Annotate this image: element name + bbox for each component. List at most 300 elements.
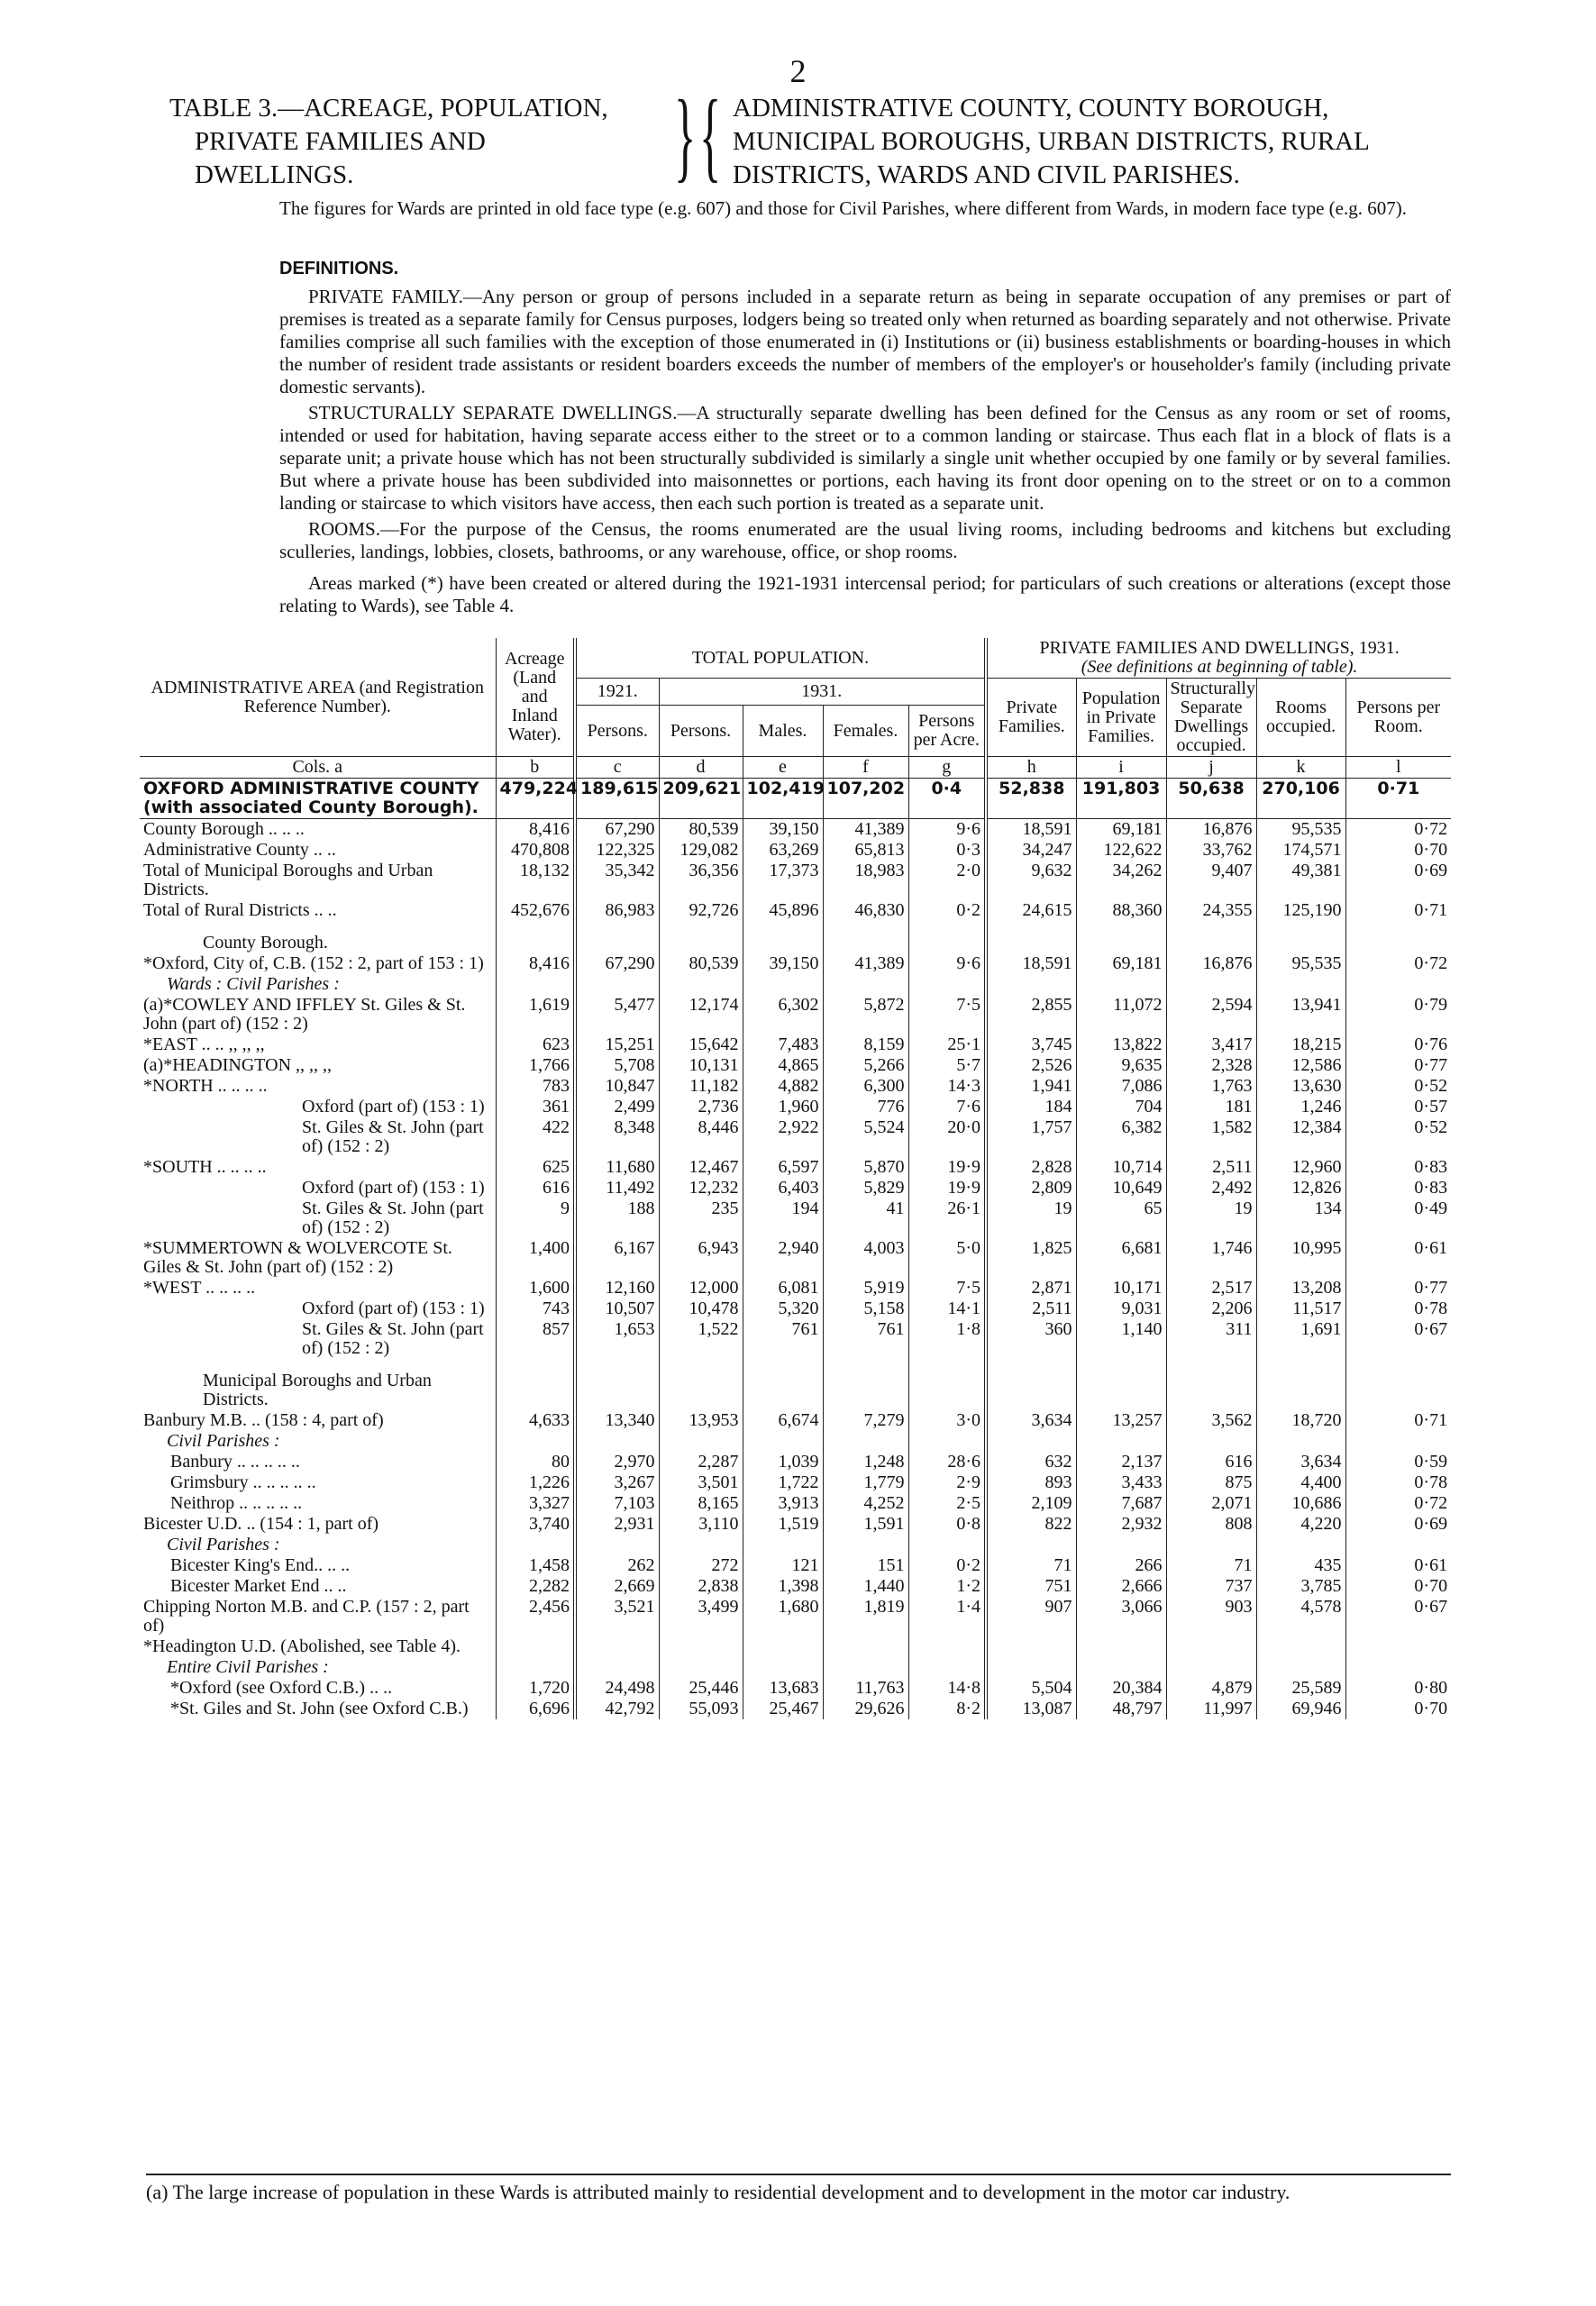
cell-value: 0·4 [908, 779, 986, 819]
table-row [140, 1535, 1451, 1555]
row-label: Banbury M.B. .. (158 : 4, part of) [143, 1410, 384, 1430]
cell-value: 4,865 [743, 1055, 823, 1076]
cell-value: 6,081 [743, 1278, 823, 1299]
cell-value: 71 [1166, 1555, 1256, 1576]
cell-value: 20,384 [1076, 1678, 1166, 1699]
cell-value: 6,696 [496, 1699, 575, 1719]
cell-value: 0·76 [1345, 1035, 1451, 1055]
definition-rooms: ROOMS.—For the purpose of the Census, the rooms enumerated are the usual living rooms, including bedrooms and kitchens but excluding sculleries, landings, lobbies, closets, bathrooms, or any warehouse, office, or shop rooms. [279, 518, 1451, 562]
cell-value: 3,066 [1076, 1597, 1166, 1636]
row-label: *WEST .. .. .. .. [143, 1278, 256, 1298]
col-header-private-families: Private Families. [986, 679, 1076, 757]
cell-value: 3,327 [496, 1493, 575, 1514]
cell-value: 52,838 [986, 779, 1076, 819]
cell-value: 80 [496, 1452, 575, 1472]
cell-value: 623 [496, 1035, 575, 1055]
cell-value: 632 [986, 1452, 1076, 1472]
cell-value [1256, 974, 1345, 995]
cell-value: 262 [575, 1555, 659, 1576]
cell-value: 783 [496, 1076, 575, 1097]
cell-value: 2,492 [1166, 1178, 1256, 1199]
cell-value: 1,763 [1166, 1076, 1256, 1097]
cell-value: 9,407 [1166, 861, 1256, 900]
cell-value [1345, 1657, 1451, 1678]
table-row [140, 1597, 1451, 1636]
cell-value [496, 1535, 575, 1555]
cell-value: 11,680 [575, 1157, 659, 1178]
cell-value: 857 [496, 1319, 575, 1359]
cell-value: 13,953 [659, 1410, 743, 1431]
cell-value: 12,174 [659, 995, 743, 1035]
cell-value: 737 [1166, 1576, 1256, 1597]
cell-value: 270,106 [1256, 779, 1345, 819]
cell-value: 8,446 [659, 1117, 743, 1157]
cell-value: 25·1 [908, 1035, 986, 1055]
cell-value: 5,320 [743, 1299, 823, 1319]
table-row [140, 1472, 1451, 1493]
column-letter: g [908, 757, 986, 779]
table-row [140, 1359, 1451, 1410]
cell-value [823, 1636, 908, 1657]
definition-dwellings: STRUCTURALLY SEPARATE DWELLINGS.—A structurally separate dwelling has been defined for the Census as any room or set of rooms, intended or used for habitation, having separate access either to the street or to a common landing or staircase. Thus each flat in a block of flats is a separate unit; a private house which has not been structurally subdivided is similarly a single unit whether occupied by one family or by several families. But where a private house has been subdivided into maisonnettes or portions, each having its front door opening on to the street or on to a common landing or staircase to which visitors have access, then each such portion is treated as a separate unit. [279, 402, 1451, 514]
table-row [140, 1576, 1451, 1597]
col-header-population-in-private-families: Population in Private Families. [1076, 679, 1166, 757]
cell-value [986, 921, 1076, 953]
cell-value: 0·72 [1345, 953, 1451, 974]
cell-value: 39,150 [743, 953, 823, 974]
cell-value: 69,181 [1076, 819, 1166, 841]
cell-value: 761 [823, 1319, 908, 1359]
cell-value: 16,876 [1166, 953, 1256, 974]
cell-value: 2,932 [1076, 1514, 1166, 1535]
cell-value: 50,638 [1166, 779, 1256, 819]
cell-value [743, 974, 823, 995]
header-right [733, 92, 1454, 192]
cell-value: 2,666 [1076, 1576, 1166, 1597]
cell-value: 28·6 [908, 1452, 986, 1472]
cell-value: 0·83 [1345, 1178, 1451, 1199]
cell-value: 174,571 [1256, 840, 1345, 861]
cell-value [659, 921, 743, 953]
col-header-dwellings: Structurally Separate Dwellings occupied. [1166, 679, 1256, 757]
cell-value [908, 974, 986, 995]
cell-value: 71 [986, 1555, 1076, 1576]
cell-value [1166, 1657, 1256, 1678]
row-label: Chipping Norton M.B. and C.P. (157 : 2, part of) [143, 1597, 470, 1636]
cell-value: 14·8 [908, 1678, 986, 1699]
cell-value: 88,360 [1076, 900, 1166, 921]
row-label: *St. Giles and St. John (see Oxford C.B.) [170, 1699, 469, 1718]
cell-value: 2,736 [659, 1097, 743, 1117]
cell-value: 9·6 [908, 819, 986, 841]
cell-value: 2,206 [1166, 1299, 1256, 1319]
cell-value: 1,722 [743, 1472, 823, 1493]
cell-value [823, 1535, 908, 1555]
header-left-line: DWELLINGS. [195, 160, 354, 189]
cell-value: 69,946 [1256, 1699, 1345, 1719]
cell-value: 191,803 [1076, 779, 1166, 819]
cell-value: 6,300 [823, 1076, 908, 1097]
cell-value: 15,642 [659, 1035, 743, 1055]
cell-value: 2,871 [986, 1278, 1076, 1299]
cell-value: 25,446 [659, 1678, 743, 1699]
cell-value: 1,039 [743, 1452, 823, 1472]
cell-value: 0·67 [1345, 1597, 1451, 1636]
group-header-private-families [986, 638, 1451, 679]
cell-value: 2,328 [1166, 1055, 1256, 1076]
row-label: *EAST .. .. ,, ,, ,, [143, 1035, 265, 1054]
cell-value: 9,632 [986, 861, 1076, 900]
cell-value: 2,137 [1076, 1452, 1166, 1472]
row-label: County Borough. [203, 933, 328, 952]
cell-value [743, 1657, 823, 1678]
cell-value [908, 1359, 986, 1410]
cell-value: 10,847 [575, 1076, 659, 1097]
cell-value [908, 1535, 986, 1555]
cell-value [496, 1636, 575, 1657]
cell-value: 65,813 [823, 840, 908, 861]
cell-value [496, 974, 575, 995]
cell-value: 95,535 [1256, 819, 1345, 841]
table-row [140, 900, 1451, 921]
cell-value: 1·8 [908, 1319, 986, 1359]
row-label: *Oxford (see Oxford C.B.) .. .. [170, 1678, 393, 1698]
cell-value: 311 [1166, 1319, 1256, 1359]
cell-value [986, 974, 1076, 995]
cell-value: 3,740 [496, 1514, 575, 1535]
cell-value: 19·9 [908, 1178, 986, 1199]
cell-value [908, 1431, 986, 1452]
cell-value [496, 1657, 575, 1678]
cell-value: 470,808 [496, 840, 575, 861]
cell-value: 2,287 [659, 1452, 743, 1472]
table-row [140, 974, 1451, 995]
cell-value: 24,498 [575, 1678, 659, 1699]
cell-value: 6,674 [743, 1410, 823, 1431]
table-row [140, 1117, 1451, 1157]
table-row [140, 1035, 1451, 1055]
row-label: Banbury .. .. .. .. .. [170, 1452, 300, 1472]
cell-value: 11,072 [1076, 995, 1166, 1035]
cell-value [659, 1535, 743, 1555]
cell-value: 7·6 [908, 1097, 986, 1117]
cell-value: 67,290 [575, 953, 659, 974]
table-row [140, 1199, 1451, 1238]
cell-value: 12,586 [1256, 1055, 1345, 1076]
cell-value: 10,714 [1076, 1157, 1166, 1178]
col-header-area: ADMINISTRATIVE AREA (and Registration Reference Number). [150, 677, 484, 716]
header-left-line: PRIVATE FAMILIES AND [195, 127, 486, 156]
group-header-row [140, 638, 1451, 679]
cell-value: 16,876 [1166, 819, 1256, 841]
cell-value [986, 1431, 1076, 1452]
cell-value: 2,594 [1166, 995, 1256, 1035]
table-row [140, 1452, 1451, 1472]
row-label: *SUMMERTOWN & WOLVERCOTE St. Giles & St. John (part of) (152 : 2) [143, 1238, 452, 1277]
cell-value: 8,159 [823, 1035, 908, 1055]
cell-value: 3,634 [986, 1410, 1076, 1431]
table-body [140, 779, 1451, 1720]
cell-value: 3,913 [743, 1493, 823, 1514]
cell-value: 12,000 [659, 1278, 743, 1299]
cell-value: 95,535 [1256, 953, 1345, 974]
cell-value: 13,208 [1256, 1278, 1345, 1299]
cell-value: 360 [986, 1319, 1076, 1359]
cell-value: 10,171 [1076, 1278, 1166, 1299]
cell-value: 0·8 [908, 1514, 986, 1535]
cell-value: 0·77 [1345, 1055, 1451, 1076]
cell-value: 3,501 [659, 1472, 743, 1493]
cell-value: 235 [659, 1199, 743, 1238]
cell-value [1166, 1431, 1256, 1452]
cell-value [575, 921, 659, 953]
cell-value: 1,653 [575, 1319, 659, 1359]
cell-value: 361 [496, 1097, 575, 1117]
col-header-females: Females. [823, 706, 908, 757]
cell-value: 13,822 [1076, 1035, 1166, 1055]
cell-value [1256, 1535, 1345, 1555]
cell-value [575, 1359, 659, 1410]
cell-value: 11,182 [659, 1076, 743, 1097]
table-row [140, 779, 1451, 819]
cell-value: 8,416 [496, 953, 575, 974]
cell-value: 10,507 [575, 1299, 659, 1319]
cell-value: 2,109 [986, 1493, 1076, 1514]
row-label: Neithrop .. .. .. .. .. [170, 1493, 303, 1513]
cell-value: 4,578 [1256, 1597, 1345, 1636]
cell-value: 422 [496, 1117, 575, 1157]
cell-value: 20·0 [908, 1117, 986, 1157]
cell-value: 63,269 [743, 840, 823, 861]
cell-value: 29,626 [823, 1699, 908, 1719]
cell-value: 5·0 [908, 1238, 986, 1278]
cell-value: 1,941 [986, 1076, 1076, 1097]
cell-value: 9·6 [908, 953, 986, 974]
cell-value [1166, 921, 1256, 953]
cell-value [1166, 974, 1256, 995]
cell-value [575, 974, 659, 995]
col-header-persons-per-room: Persons per Room. [1345, 679, 1451, 757]
cell-value: 1,960 [743, 1097, 823, 1117]
cell-value: 18,132 [496, 861, 575, 900]
table-row [140, 819, 1451, 841]
cell-value: 0·77 [1345, 1278, 1451, 1299]
cell-value: 435 [1256, 1555, 1345, 1576]
cell-value: 1,398 [743, 1576, 823, 1597]
row-label: Wards : Civil Parishes : [167, 974, 340, 994]
cell-value: 15,251 [575, 1035, 659, 1055]
cell-value: 46,830 [823, 900, 908, 921]
cell-value [575, 1636, 659, 1657]
cell-value: 1·2 [908, 1576, 986, 1597]
population-table [140, 638, 1451, 1719]
cell-value: 188 [575, 1199, 659, 1238]
cell-value: 14·1 [908, 1299, 986, 1319]
cell-value [1256, 1657, 1345, 1678]
cell-value: 11,997 [1166, 1699, 1256, 1719]
cell-value: 65 [1076, 1199, 1166, 1238]
table-row [140, 1555, 1451, 1576]
cell-value: 7,279 [823, 1410, 908, 1431]
cell-value: 8,348 [575, 1117, 659, 1157]
cell-value: 4,879 [1166, 1678, 1256, 1699]
table-header [169, 80, 1449, 192]
table-row [140, 1431, 1451, 1452]
table-row [140, 1410, 1451, 1431]
table-row [140, 1636, 1451, 1657]
cell-value: 1,248 [823, 1452, 908, 1472]
cell-value: 19 [1166, 1199, 1256, 1238]
cell-value [659, 1657, 743, 1678]
cell-value [496, 921, 575, 953]
cell-value [1076, 1657, 1166, 1678]
cell-value: 10,131 [659, 1055, 743, 1076]
cell-value: 7,086 [1076, 1076, 1166, 1097]
cell-value [1166, 1636, 1256, 1657]
table-row [140, 1319, 1451, 1359]
header-right-line: ADMINISTRATIVE COUNTY, COUNTY BOROUGH, [733, 94, 1329, 123]
cell-value [908, 1636, 986, 1657]
row-label: County Borough .. .. .. [143, 819, 305, 839]
cell-value: 34,262 [1076, 861, 1166, 900]
row-label: Entire Civil Parishes : [167, 1657, 329, 1677]
cell-value [986, 1657, 1076, 1678]
cell-value: 2,931 [575, 1514, 659, 1535]
cell-value [1076, 974, 1166, 995]
cell-value: 41 [823, 1199, 908, 1238]
cell-value: 6,681 [1076, 1238, 1166, 1278]
cell-value [659, 1359, 743, 1410]
cell-value: 0·79 [1345, 995, 1451, 1035]
cell-value [575, 1431, 659, 1452]
cell-value: 11,763 [823, 1678, 908, 1699]
cell-value: 3,417 [1166, 1035, 1256, 1055]
left-brace-glyph: { [699, 80, 722, 192]
cell-value: 0·3 [908, 840, 986, 861]
row-label: Total of Municipal Boroughs and Urban Districts. [143, 861, 433, 899]
cell-value: 181 [1166, 1097, 1256, 1117]
cell-value: 92,726 [659, 900, 743, 921]
cell-value: 5,524 [823, 1117, 908, 1157]
cell-value: 13,630 [1256, 1076, 1345, 1097]
cell-value: 479,224 [496, 779, 575, 819]
cell-value [743, 921, 823, 953]
row-label: Bicester U.D. .. (154 : 1, part of) [143, 1514, 379, 1534]
row-label: Grimsbury .. .. .. .. .. [170, 1472, 316, 1492]
cell-value: 69,181 [1076, 953, 1166, 974]
table-row [140, 1157, 1451, 1178]
cell-value: 0·70 [1345, 1576, 1451, 1597]
cell-value: 13,257 [1076, 1410, 1166, 1431]
row-label: St. Giles & St. John (part of) (152 : 2) [302, 1117, 484, 1156]
column-letter: j [1166, 757, 1256, 779]
cell-value: 625 [496, 1157, 575, 1178]
column-letter: l [1345, 757, 1451, 779]
col-header-persons-1931: Persons. [659, 706, 743, 757]
col-header-acreage: Acreage (Land and Inland Water). [496, 638, 575, 757]
cell-value: 0·57 [1345, 1097, 1451, 1117]
cell-value: 616 [1166, 1452, 1256, 1472]
cell-value [1345, 1359, 1451, 1410]
cell-value [823, 1657, 908, 1678]
cell-value: 0·83 [1345, 1157, 1451, 1178]
cell-value: 1,600 [496, 1278, 575, 1299]
cell-value [575, 1535, 659, 1555]
cell-value [1345, 921, 1451, 953]
table-row [140, 1657, 1451, 1678]
cell-value: 2,838 [659, 1576, 743, 1597]
cell-value: 122,325 [575, 840, 659, 861]
cell-value: 2,809 [986, 1178, 1076, 1199]
cell-value: 35,342 [575, 861, 659, 900]
row-label: Bicester King's End.. .. .. [170, 1555, 351, 1575]
column-letter: f [823, 757, 908, 779]
cell-value: 107,202 [823, 779, 908, 819]
definitions [279, 258, 1451, 621]
private-families-title: PRIVATE FAMILIES AND DWELLINGS, 1931. [1039, 638, 1400, 658]
cell-value [823, 921, 908, 953]
cell-value: 3,785 [1256, 1576, 1345, 1597]
cell-value: 3,634 [1256, 1452, 1345, 1472]
cell-value: 1,746 [1166, 1238, 1256, 1278]
cell-value [743, 1359, 823, 1410]
cell-value: 0·78 [1345, 1299, 1451, 1319]
cell-value: 1,519 [743, 1514, 823, 1535]
cell-value: 151 [823, 1555, 908, 1576]
cell-value: 4,252 [823, 1493, 908, 1514]
cell-value: 12,160 [575, 1278, 659, 1299]
cell-value: 45,896 [743, 900, 823, 921]
table-row [140, 1493, 1451, 1514]
definitions-heading: DEFINITIONS. [279, 259, 399, 278]
cell-value [986, 1535, 1076, 1555]
cell-value: 184 [986, 1097, 1076, 1117]
cell-value: 9,635 [1076, 1055, 1166, 1076]
cell-value: 4,882 [743, 1076, 823, 1097]
table-row [140, 1699, 1451, 1719]
cell-value: 13,087 [986, 1699, 1076, 1719]
cell-value: 5·7 [908, 1055, 986, 1076]
cell-value [1076, 1359, 1166, 1410]
cell-value [986, 1636, 1076, 1657]
cell-value: 4,220 [1256, 1514, 1345, 1535]
cell-value: 13,941 [1256, 995, 1345, 1035]
cell-value: 194 [743, 1199, 823, 1238]
cell-value [1076, 1535, 1166, 1555]
cell-value [1345, 974, 1451, 995]
cell-value [1256, 1636, 1345, 1657]
cell-value: 2,922 [743, 1117, 823, 1157]
cell-value: 5,872 [823, 995, 908, 1035]
cell-value: 822 [986, 1514, 1076, 1535]
cell-value: 42,792 [575, 1699, 659, 1719]
cell-value: 5,708 [575, 1055, 659, 1076]
cell-value: 19·9 [908, 1157, 986, 1178]
cell-value [1076, 1636, 1166, 1657]
cell-value: 1,819 [823, 1597, 908, 1636]
cell-value [908, 1657, 986, 1678]
cell-value: 0·70 [1345, 840, 1451, 861]
cell-value: 0·61 [1345, 1238, 1451, 1278]
cell-value: 2,517 [1166, 1278, 1256, 1299]
cell-value: 18,720 [1256, 1410, 1345, 1431]
cell-value [823, 974, 908, 995]
column-letter: i [1076, 757, 1166, 779]
year-1931: 1931. [659, 679, 986, 706]
table-row [140, 861, 1451, 900]
table-row [140, 1097, 1451, 1117]
intro-note: The figures for Wards are printed in old face type (e.g. 607) and those for Civil Parishes, where different from Wards, in modern face type (e.g. 607). [279, 197, 1407, 219]
